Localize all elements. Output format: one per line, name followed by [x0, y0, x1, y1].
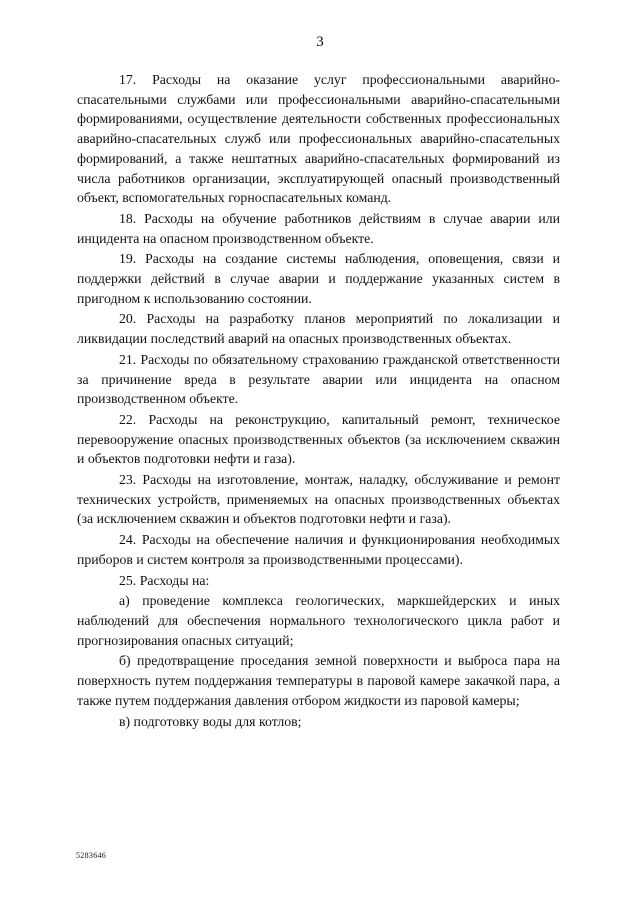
subitem-a: а) проведение комплекса геологических, маркшейдерских и иных наблюдений для обеспечения нормального технологического цикла работ и прогнозирования опасных ситуаций;	[77, 593, 560, 648]
paragraph-21: 21. Расходы по обязательному страхованию гражданской ответственности за причинение вреда в результате аварии или инцидента на опасном производственном объекте.	[77, 351, 560, 407]
document-code: 5283646	[76, 851, 107, 860]
paragraph-22: 22. Расходы на реконструкцию, капитальный ремонт, техническое перевооружение опасных производственных объектов (за исключением скважин и объектов подготовки нефти и газа).	[77, 411, 560, 467]
paragraph-17: 17. Расходы на оказание услуг профессиональными аварийно-спасательными службами или профессиональными аварийно-спасательными формированиями, осуществление деятельности собственных профессиональных аварийно-спасательных служб или профессиональных аварийно-спасательных формирований, а также нештатных аварийно-спасательных формирований из числа работников организации, эксплуатирующей опасный производственный объект, вспомогательных горноспасательных команд.	[77, 72, 560, 206]
page-number: 3	[316, 34, 324, 50]
paragraph-18: 18. Расходы на обучение работников действиям в случае аварии или инцидента на опасном производственном объекте.	[77, 210, 560, 246]
document-body	[77, 70, 560, 732]
paragraph-20: 20. Расходы на разработку планов мероприятий по локализации и ликвидации последствий аварий на опасных производственных объектах.	[77, 311, 560, 347]
subitem-v: в) подготовку воды для котлов;	[119, 713, 302, 729]
paragraph-24: 24. Расходы на обеспечение наличия и функционирования необходимых приборов и систем контроля за производственными процессами).	[77, 532, 560, 567]
paragraph-23: 23. Расходы на изготовление, монтаж, наладку, обслуживание и ремонт технических устройств, применяемых на опасных производственных объектах (за исключением скважин и объектов подготовки нефти и газа).	[77, 472, 560, 527]
subitem-b: б) предотвращение проседания земной поверхности и выброса пара на поверхность путем поддержания температуры в паровой камере закачкой пара, а также путем поддержания давления отбором жидкости из паровой камеры;	[77, 653, 560, 708]
paragraph-19: 19. Расходы на создание системы наблюдения, оповещения, связи и поддержки действий в случае аварии и поддержание указанных систем в пригодном к использованию состоянии.	[77, 251, 560, 306]
paragraph-25: 25. Расходы на:	[119, 572, 210, 588]
